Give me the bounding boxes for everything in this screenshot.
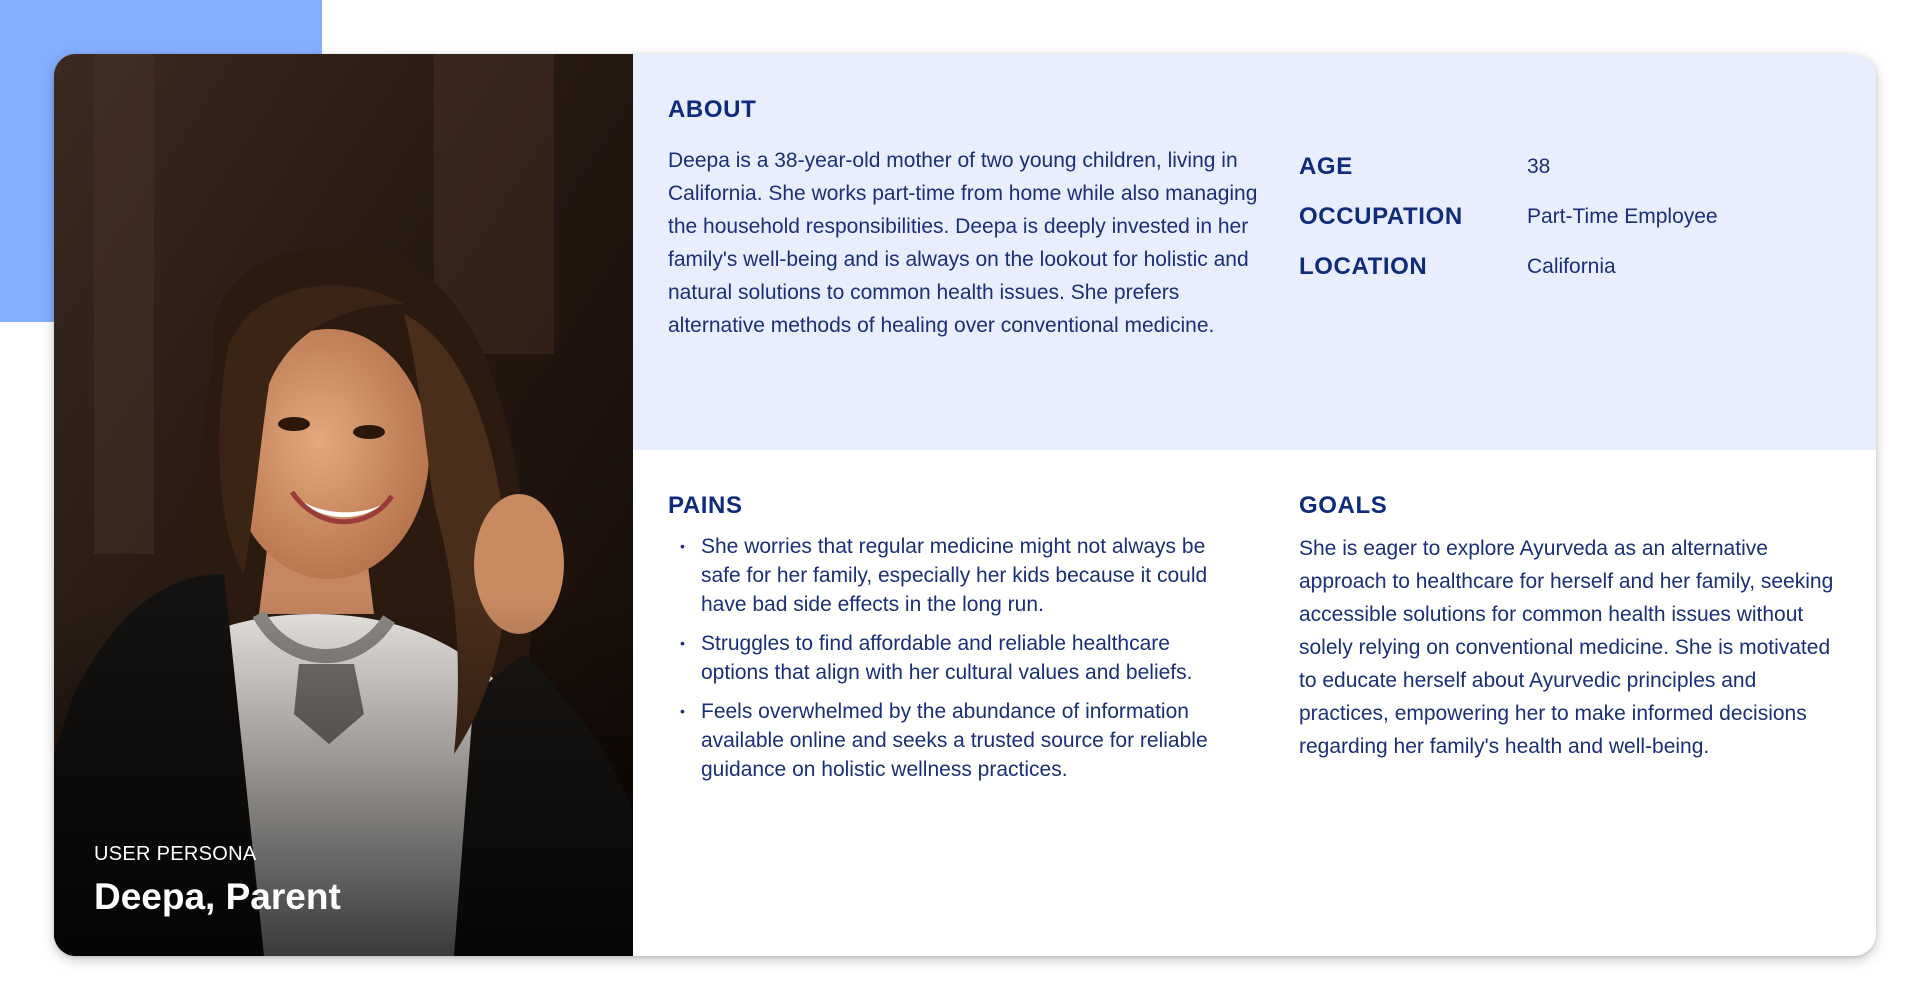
persona-portrait-illustration <box>54 54 633 956</box>
persona-photo <box>54 54 633 956</box>
pain-text: She worries that regular medicine might not always be safe for her family, especially her kids because it could have bad side effects in the long run. <box>701 535 1208 616</box>
pain-text: Feels overwhelmed by the abundance of information available online and seeks a trusted source for reliable guidance on holistic wellness practices. <box>701 700 1208 781</box>
fact-label: AGE <box>1299 153 1353 180</box>
bullet-icon: • <box>680 538 685 554</box>
persona-name: Deepa, Parent <box>94 876 341 917</box>
fact-value: Part-Time Employee <box>1527 205 1718 228</box>
fact-label: LOCATION <box>1299 253 1428 280</box>
fact-row-age <box>1299 142 1718 192</box>
goals-title: GOALS <box>1299 492 1388 519</box>
pains-title: PAINS <box>668 492 743 519</box>
about-panel <box>633 54 1876 450</box>
list-item <box>668 532 1238 619</box>
pain-text: Struggles to find affordable and reliable healthcare options that align with her cultural values and beliefs. <box>701 632 1193 684</box>
persona-eyebrow: USER PERSONA <box>94 843 257 865</box>
list-item <box>668 629 1238 687</box>
bullet-icon: • <box>680 635 685 651</box>
persona-caption <box>94 843 341 918</box>
fact-value: California <box>1527 255 1616 278</box>
about-title: ABOUT <box>668 96 757 123</box>
goals-text: She is eager to explore Ayurveda as an alternative approach to healthcare for herself and her family, seeking accessible solutions for common health issues without solely relying on conventional medicine. She is motivated to educate herself about Ayurvedic principles and practices, empowering her to make informed decisions regarding her family's health and well-being. <box>1299 537 1834 758</box>
fact-row-location <box>1299 242 1718 292</box>
fact-value: 38 <box>1527 155 1551 178</box>
fact-row-occupation <box>1299 192 1718 242</box>
bullet-icon: • <box>680 703 685 719</box>
list-item <box>668 697 1238 784</box>
about-text: Deepa is a 38-year-old mother of two young children, living in California. She works part-time from home while also managing the household responsibilities. Deepa is deeply invested in her family's well-being and is always on the lookout for holistic and natural solutions to common health issues. She prefers alternative methods of healing over conventional medicine. <box>668 149 1258 337</box>
persona-facts <box>1299 142 1718 292</box>
pains-list <box>668 532 1238 794</box>
persona-card <box>54 54 1876 956</box>
fact-label: OCCUPATION <box>1299 203 1463 230</box>
